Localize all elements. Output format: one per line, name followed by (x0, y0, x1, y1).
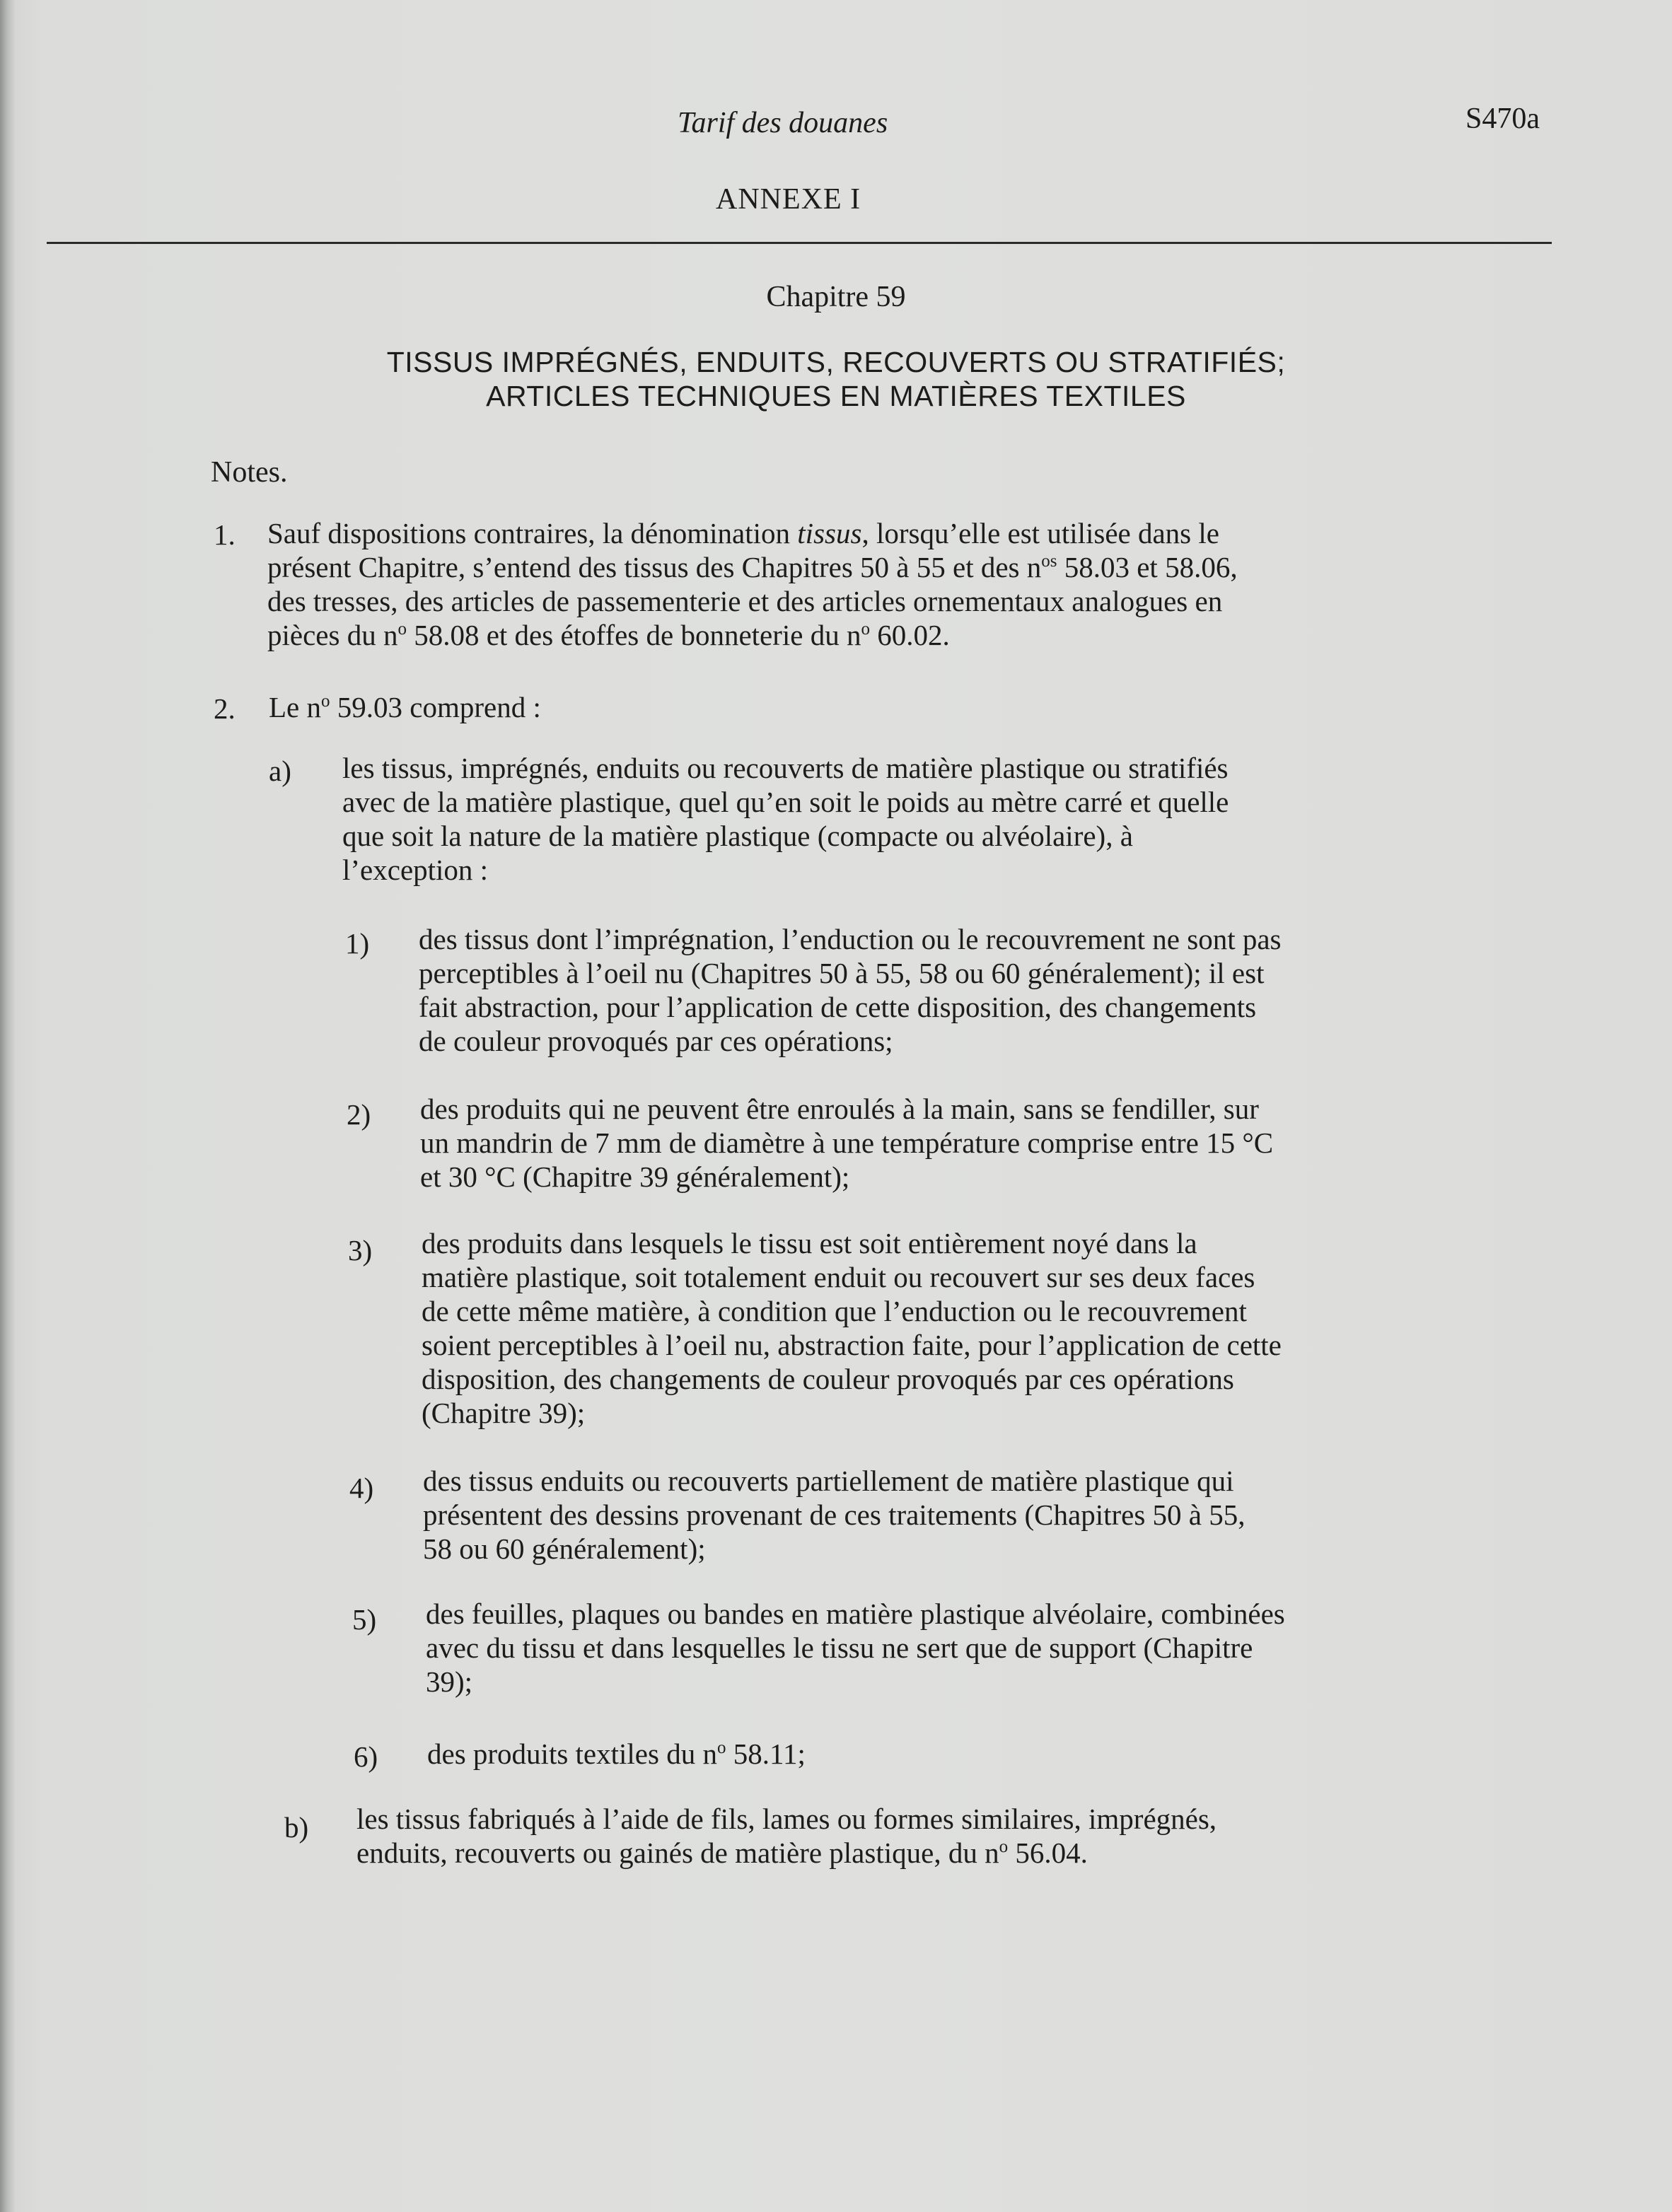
page-reference: S470a (1465, 103, 1540, 135)
subitem-5-text: des feuilles, plaques ou bandes en matière plastique alvéolaire, combinées avec du tissu et dans lesquelles le tissu ne sert que de support (Chapitre 39); (426, 1597, 1285, 1698)
subitem-3-text: des produits dans lesquels le tissu est soit entièrement noyé dans la matière plastique, soit totalement enduit ou recouvert sur ses deux faces de cette même matière, à condition que l’enduction ou le recouvrement soient perceptibles à l’oeil nu, abstraction faite, pour l’application de cette disposition, des changements de couleur provoqués par ces opérations (Chapitre 39); (422, 1227, 1282, 1429)
header-rule (47, 242, 1552, 244)
emphasis-tissus: tissus (797, 517, 862, 549)
chapter-title-line-2: ARTICLES TECHNIQUES EN MATIÈRES TEXTILES (486, 380, 1186, 412)
notes-label: Notes. (211, 456, 288, 489)
item-b-label: b) (284, 1811, 309, 1844)
subitem-6-label: 6) (354, 1740, 378, 1773)
subitem-1-label: 1) (345, 927, 370, 960)
item-a-label: a) (269, 755, 291, 787)
subitem-3-label: 3) (348, 1234, 373, 1267)
subitem-5-label: 5) (352, 1603, 377, 1636)
chapter-title-line-1: TISSUS IMPRÉGNÉS, ENDUITS, RECOUVERTS OU STRATIFIÉS; (386, 346, 1286, 378)
item-a-text: les tissus, imprégnés, enduits ou recouverts de matière plastique ou stratifiés avec de la matière plastique, quel qu’en soit le poids au mètre carré et quelle que soit la nature de la matière plastique (compacte ou alvéolaire), à l’exception : (342, 752, 1229, 886)
subitem-2-text: des produits qui ne peuvent être enroulés à la main, sans se fendiller, sur un mandrin de 7 mm de diamètre à une température comprise entre 15 °C et 30 °C (Chapitre 39 généralement); (420, 1093, 1274, 1193)
subitem-6-text: des produits textiles du $n^o$ 58.11; (427, 1737, 806, 1770)
note-2-number: 2. (214, 692, 236, 725)
note-1-text: Sauf dispositions contraires, la dénomination tissus, lorsqu’elle est utilisée dans le présent Chapitre, s’entend des tissus des Chapitres 50 à 55 et des $n^{os}$ 58.03 et 58.06, des tresses, des articles de passementerie et des articles ornementaux analogues en pièces du $n^o$ 58.08 et des étoffes de bonneterie du $n^o$ 60.02. (267, 517, 1238, 651)
chapter-title (212, 345, 1460, 413)
chapter-heading: Chapitre 59 (766, 281, 906, 313)
subitem-1-text: des tissus dont l’imprégnation, l’enduction ou le recouvrement ne sont pas perceptibles à l’oeil nu (Chapitres 50 à 55, 58 ou 60 généralement); il est fait abstraction, pour l’application de cette disposition, des changements de couleur provoqués par ces opérations; (419, 923, 1282, 1057)
running-title: Tarif des douanes (678, 107, 888, 139)
subitem-4-label: 4) (349, 1472, 374, 1504)
subitem-4-text: des tissus enduits ou recouverts partiellement de matière plastique qui présentent des dessins provenant de ces traitements (Chapitres 50 à 55, 58 ou 60 généralement); (423, 1465, 1246, 1565)
item-b-text: les tissus fabriqués à l’aide de fils, lames ou formes similaires, imprégnés, enduits, recouverts ou gainés de matière plastique, du $n^o$ 56.04. (356, 1803, 1217, 1869)
note-2-text: Le $n^o$ 59.03 comprend : (269, 691, 541, 723)
annex-heading: ANNEXE I (716, 183, 861, 216)
note-1-number: 1. (214, 518, 236, 551)
subitem-2-label: 2) (347, 1098, 371, 1131)
